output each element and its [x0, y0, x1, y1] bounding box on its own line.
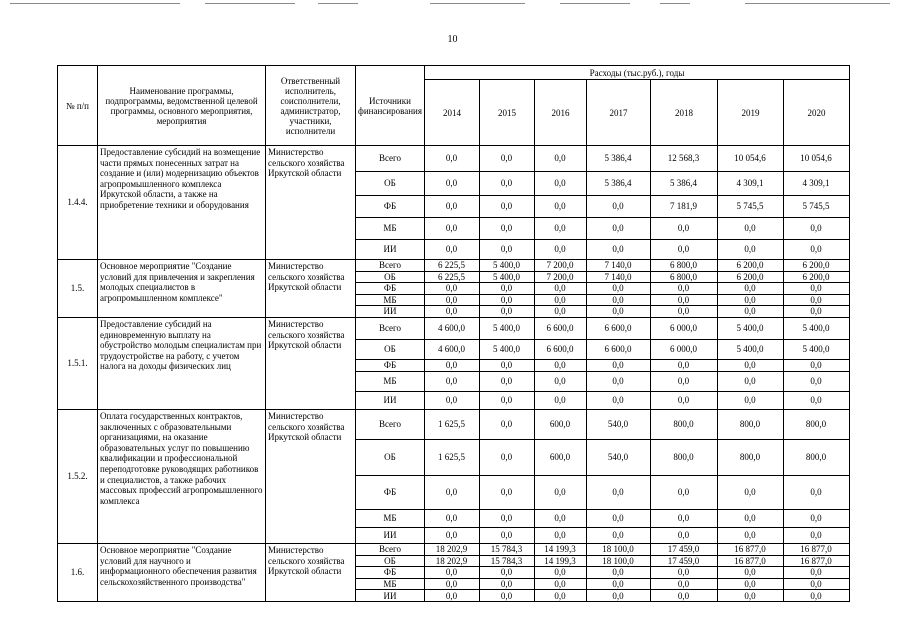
year-header: 2014	[424, 80, 479, 146]
expense-value: 1 625,5	[424, 439, 479, 475]
expense-value: 18 100,0	[586, 555, 650, 567]
expense-value: 0,0	[650, 306, 717, 318]
expense-value: 6 200,0	[717, 260, 783, 272]
expense-value: 0,0	[783, 578, 849, 590]
expense-value: 0,0	[650, 371, 717, 391]
expense-value: 0,0	[424, 590, 479, 602]
expense-value: 0,0	[479, 172, 534, 196]
expense-value: 4 600,0	[424, 317, 479, 339]
expense-value: 0,0	[783, 475, 849, 509]
item-number: 1.5.1.	[58, 317, 98, 409]
expense-value: 6 800,0	[650, 260, 717, 272]
funding-source: ФБ	[356, 283, 425, 295]
expense-value: 0,0	[586, 294, 650, 306]
expense-value: 0,0	[424, 294, 479, 306]
expense-value: 0,0	[717, 590, 783, 602]
responsible-executor: Министерство сельского хозяйства Иркутской области	[266, 409, 356, 543]
funding-source: ИИ	[356, 391, 425, 409]
expense-value: 0,0	[586, 527, 650, 543]
header-num: № п/п	[58, 66, 98, 146]
expense-value: 6 600,0	[534, 317, 586, 339]
expense-value: 4 309,1	[717, 172, 783, 196]
expense-value: 5 400,0	[479, 339, 534, 359]
expense-value: 0,0	[424, 196, 479, 218]
expense-value: 0,0	[586, 283, 650, 295]
expense-value: 7 200,0	[534, 260, 586, 272]
expense-value: 0,0	[586, 218, 650, 240]
item-number: 1.5.	[58, 260, 98, 318]
year-header: 2015	[479, 80, 534, 146]
expense-value: 6 225,5	[424, 260, 479, 272]
expense-value: 17 459,0	[650, 543, 717, 555]
expense-value: 0,0	[783, 590, 849, 602]
funding-source: Всего	[356, 543, 425, 555]
expense-value: 0,0	[586, 578, 650, 590]
item-number: 1.4.4.	[58, 146, 98, 260]
responsible-executor: Министерство сельского хозяйства Иркутской области	[266, 317, 356, 409]
expense-value: 600,0	[534, 409, 586, 439]
expense-value: 6 200,0	[783, 260, 849, 272]
expense-value: 0,0	[650, 590, 717, 602]
expense-value: 0,0	[717, 218, 783, 240]
expense-value: 0,0	[534, 146, 586, 172]
funding-source: ОБ	[356, 271, 425, 283]
expense-value: 16 877,0	[783, 555, 849, 567]
expense-value: 0,0	[479, 391, 534, 409]
expense-value: 0,0	[650, 218, 717, 240]
expense-value: 0,0	[783, 240, 849, 260]
expense-value: 0,0	[534, 218, 586, 240]
expense-value: 0,0	[783, 218, 849, 240]
item-name: Основное мероприятие "Создание условий для привлечения и закрепления молодых специалистов в агропромышленном комплексе"	[98, 260, 266, 318]
expense-value: 0,0	[424, 218, 479, 240]
funding-source: ОБ	[356, 339, 425, 359]
expense-value: 0,0	[479, 294, 534, 306]
expense-value: 0,0	[650, 283, 717, 295]
year-header: 2016	[534, 80, 586, 146]
table-row	[58, 260, 850, 272]
expense-value: 5 400,0	[717, 339, 783, 359]
item-name: Оплата государственных контрактов, заключенных с образовательными организациями, на оказание образовательных услуг по повышению квалификации и профессиональной переподготовке руководящих работников и специалистов, а также рабочих массовых профессий агропромышленного комплекса	[98, 409, 266, 543]
expense-value: 0,0	[424, 172, 479, 196]
expense-value: 0,0	[424, 578, 479, 590]
expense-value: 0,0	[479, 196, 534, 218]
year-header: 2020	[783, 80, 849, 146]
expense-value: 800,0	[650, 439, 717, 475]
expense-value: 6 600,0	[586, 339, 650, 359]
funding-source: ИИ	[356, 527, 425, 543]
expense-value: 0,0	[534, 240, 586, 260]
expense-value: 5 400,0	[783, 339, 849, 359]
expense-value: 6 600,0	[534, 339, 586, 359]
expense-value: 0,0	[534, 391, 586, 409]
expense-value: 5 386,4	[650, 172, 717, 196]
expense-value: 5 745,5	[717, 196, 783, 218]
expense-value: 7 140,0	[586, 260, 650, 272]
expense-value: 800,0	[783, 409, 849, 439]
expense-value: 0,0	[783, 509, 849, 527]
expense-value: 0,0	[650, 475, 717, 509]
expense-value: 800,0	[717, 439, 783, 475]
expense-value: 5 400,0	[479, 317, 534, 339]
expense-value: 0,0	[717, 578, 783, 590]
expense-value: 15 784,3	[479, 543, 534, 555]
funding-source: Всего	[356, 409, 425, 439]
expense-value: 0,0	[479, 218, 534, 240]
expense-value: 0,0	[586, 196, 650, 218]
expense-value: 5 400,0	[783, 317, 849, 339]
expense-value: 800,0	[717, 409, 783, 439]
expense-value: 0,0	[479, 475, 534, 509]
header-expenses: Расходы (тыс.руб.), годы	[424, 66, 849, 80]
item-name: Предоставление субсидий на единовременную выплату на обустройство молодым специалистам при трудоустройстве на работу, с учетом налога на доходы физических лиц	[98, 317, 266, 409]
expense-value: 7 200,0	[534, 271, 586, 283]
expense-value: 0,0	[586, 359, 650, 371]
expense-value: 0,0	[717, 359, 783, 371]
expense-value: 15 784,3	[479, 555, 534, 567]
item-number: 1.5.2.	[58, 409, 98, 543]
expense-value: 0,0	[783, 371, 849, 391]
expense-value: 0,0	[424, 509, 479, 527]
expense-value: 0,0	[650, 391, 717, 409]
item-name: Основное мероприятие "Создание условий для научного и информационного обеспечения развития сельскохозяйственного производства"	[98, 543, 266, 601]
expense-value: 0,0	[717, 306, 783, 318]
expense-value: 0,0	[534, 196, 586, 218]
responsible-executor: Министерство сельского хозяйства Иркутской области	[266, 260, 356, 318]
expense-value: 0,0	[534, 590, 586, 602]
expense-value: 0,0	[424, 306, 479, 318]
funding-source: ФБ	[356, 567, 425, 579]
expense-value: 0,0	[479, 578, 534, 590]
budget-table	[57, 65, 850, 602]
expense-value: 0,0	[650, 359, 717, 371]
year-header: 2017	[586, 80, 650, 146]
expense-value: 0,0	[424, 146, 479, 172]
header-row	[58, 66, 850, 80]
expense-value: 0,0	[586, 240, 650, 260]
expense-value: 0,0	[534, 283, 586, 295]
expense-value: 0,0	[586, 306, 650, 318]
expense-value: 16 877,0	[717, 555, 783, 567]
funding-source: ФБ	[356, 196, 425, 218]
expense-value: 4 600,0	[424, 339, 479, 359]
expense-value: 6 600,0	[586, 317, 650, 339]
expense-value: 18 100,0	[586, 543, 650, 555]
expense-value: 0,0	[479, 409, 534, 439]
expense-value: 0,0	[717, 294, 783, 306]
expense-value: 0,0	[534, 527, 586, 543]
expense-value: 0,0	[424, 527, 479, 543]
expense-value: 5 745,5	[783, 196, 849, 218]
funding-source: МБ	[356, 218, 425, 240]
expense-value: 12 568,3	[650, 146, 717, 172]
expense-value: 6 200,0	[783, 271, 849, 283]
expense-value: 0,0	[424, 567, 479, 579]
expense-value: 0,0	[479, 306, 534, 318]
scan-edge-artifact	[0, 3, 905, 5]
expense-value: 0,0	[783, 527, 849, 543]
expense-value: 1 625,5	[424, 409, 479, 439]
expense-value: 800,0	[650, 409, 717, 439]
expense-value: 6 000,0	[650, 317, 717, 339]
expense-value: 10 054,6	[717, 146, 783, 172]
expense-value: 0,0	[717, 567, 783, 579]
expense-value: 16 877,0	[783, 543, 849, 555]
funding-source: МБ	[356, 578, 425, 590]
item-name: Предоставление субсидий на возмещение части прямых понесенных затрат на создание и (или) модернизацию объектов агропромышленного комплекса Иркутской области, а также на приобретение техники и оборудования	[98, 146, 266, 260]
expense-value: 14 199,3	[534, 543, 586, 555]
expense-value: 0,0	[534, 371, 586, 391]
expense-value: 0,0	[717, 509, 783, 527]
expense-value: 800,0	[783, 439, 849, 475]
expense-value: 0,0	[479, 527, 534, 543]
header-sources: Источники финансирования	[356, 66, 425, 146]
expense-value: 6 800,0	[650, 271, 717, 283]
expense-value: 0,0	[534, 475, 586, 509]
expense-value: 540,0	[586, 409, 650, 439]
expense-value: 0,0	[424, 475, 479, 509]
expense-value: 0,0	[783, 567, 849, 579]
expense-value: 0,0	[479, 567, 534, 579]
expense-value: 16 877,0	[717, 543, 783, 555]
funding-source: Всего	[356, 146, 425, 172]
expense-value: 5 400,0	[479, 271, 534, 283]
expense-value: 0,0	[479, 359, 534, 371]
expense-value: 7 140,0	[586, 271, 650, 283]
page-number: 10	[447, 34, 458, 45]
year-header: 2018	[650, 80, 717, 146]
expense-value: 5 386,4	[586, 146, 650, 172]
expense-value: 6 200,0	[717, 271, 783, 283]
expense-value: 0,0	[479, 240, 534, 260]
expense-value: 0,0	[650, 509, 717, 527]
expense-value: 0,0	[586, 371, 650, 391]
expense-value: 0,0	[783, 391, 849, 409]
expense-value: 0,0	[717, 283, 783, 295]
expense-value: 0,0	[717, 527, 783, 543]
expense-value: 0,0	[586, 567, 650, 579]
expense-value: 5 386,4	[586, 172, 650, 196]
expense-value: 0,0	[717, 475, 783, 509]
funding-source: ОБ	[356, 555, 425, 567]
expense-value: 14 199,3	[534, 555, 586, 567]
expense-value: 0,0	[650, 567, 717, 579]
expense-value: 0,0	[717, 371, 783, 391]
funding-source: МБ	[356, 371, 425, 391]
expense-value: 6 000,0	[650, 339, 717, 359]
expense-value: 0,0	[650, 240, 717, 260]
table-body	[58, 66, 850, 602]
expense-value: 6 225,5	[424, 271, 479, 283]
expense-value: 0,0	[534, 578, 586, 590]
funding-source: ОБ	[356, 439, 425, 475]
expense-value: 0,0	[479, 439, 534, 475]
expense-value: 5 400,0	[479, 260, 534, 272]
expense-value: 0,0	[534, 359, 586, 371]
table-row	[58, 543, 850, 555]
table-row	[58, 317, 850, 339]
expense-value: 0,0	[424, 240, 479, 260]
expense-value: 0,0	[783, 359, 849, 371]
expense-value: 0,0	[534, 567, 586, 579]
expense-value: 0,0	[424, 371, 479, 391]
responsible-executor: Министерство сельского хозяйства Иркутской области	[266, 146, 356, 260]
expense-value: 0,0	[534, 509, 586, 527]
expense-value: 0,0	[783, 294, 849, 306]
funding-source: ИИ	[356, 240, 425, 260]
expense-value: 0,0	[650, 578, 717, 590]
expense-value: 0,0	[534, 172, 586, 196]
expense-value: 0,0	[479, 283, 534, 295]
expense-value: 0,0	[586, 475, 650, 509]
expense-value: 0,0	[783, 283, 849, 295]
funding-source: ФБ	[356, 359, 425, 371]
expense-value: 0,0	[783, 306, 849, 318]
table-row	[58, 409, 850, 439]
expense-value: 10 054,6	[783, 146, 849, 172]
expense-value: 0,0	[424, 283, 479, 295]
expense-value: 18 202,9	[424, 543, 479, 555]
item-number: 1.6.	[58, 543, 98, 601]
expense-value: 0,0	[424, 359, 479, 371]
expense-value: 0,0	[479, 371, 534, 391]
funding-source: ОБ	[356, 172, 425, 196]
expense-value: 4 309,1	[783, 172, 849, 196]
expense-value: 0,0	[534, 294, 586, 306]
expense-value: 7 181,9	[650, 196, 717, 218]
funding-source: ИИ	[356, 306, 425, 318]
table-row	[58, 146, 850, 172]
funding-source: МБ	[356, 294, 425, 306]
funding-source: Всего	[356, 260, 425, 272]
expense-value: 0,0	[479, 509, 534, 527]
year-header: 2019	[717, 80, 783, 146]
expense-value: 0,0	[650, 527, 717, 543]
funding-source: ИИ	[356, 590, 425, 602]
expense-value: 0,0	[424, 391, 479, 409]
expense-value: 0,0	[650, 294, 717, 306]
expense-value: 0,0	[586, 509, 650, 527]
expense-value: 600,0	[534, 439, 586, 475]
funding-source: Всего	[356, 317, 425, 339]
expense-value: 0,0	[717, 240, 783, 260]
expense-value: 540,0	[586, 439, 650, 475]
expense-value: 0,0	[479, 590, 534, 602]
funding-source: МБ	[356, 509, 425, 527]
expense-value: 18 202,9	[424, 555, 479, 567]
responsible-executor: Министерство сельского хозяйства Иркутской области	[266, 543, 356, 601]
expense-value: 0,0	[717, 391, 783, 409]
header-responsible: Ответственный исполнитель, соисполнители, администратор, участники, исполнители	[266, 66, 356, 146]
expense-value: 17 459,0	[650, 555, 717, 567]
expense-value: 0,0	[534, 306, 586, 318]
expense-value: 5 400,0	[717, 317, 783, 339]
expense-value: 0,0	[479, 146, 534, 172]
funding-source: ФБ	[356, 475, 425, 509]
expense-value: 0,0	[586, 391, 650, 409]
header-name: Наименование программы, подпрограммы, ведомственной целевой программы, основного мероприятия, мероприятия	[98, 66, 266, 146]
expense-value: 0,0	[586, 590, 650, 602]
